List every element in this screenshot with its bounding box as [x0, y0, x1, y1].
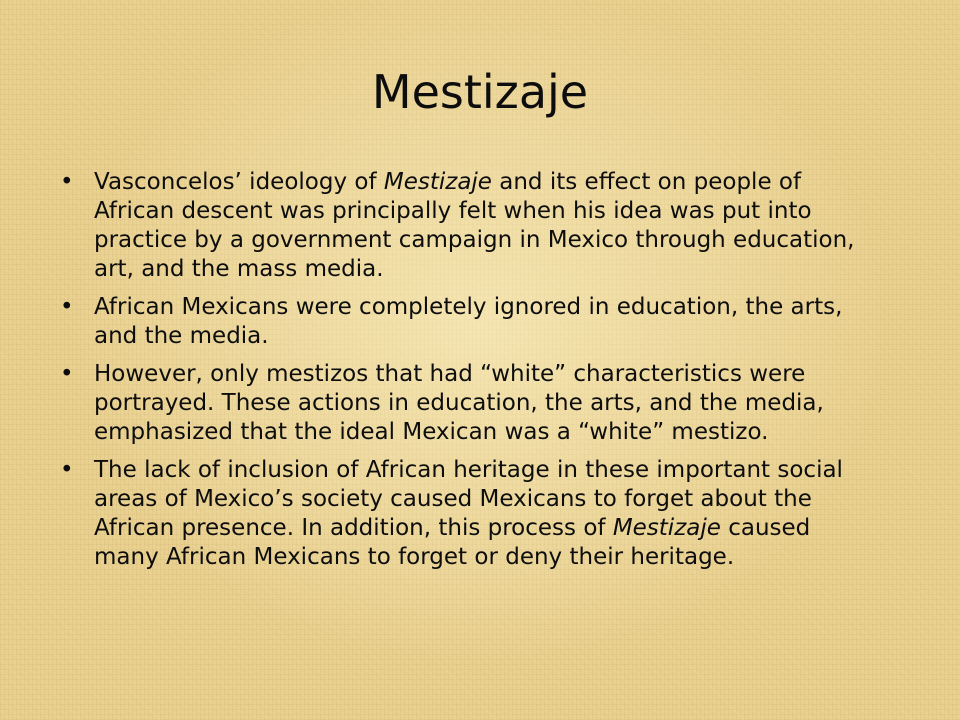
slide-title: Mestizaje — [371, 65, 589, 119]
bullet-text — [94, 169, 855, 282]
bullet-text — [94, 294, 842, 349]
bullet-text-segment: caused many African Mexicans to forget or deny their heritage. — [94, 515, 811, 570]
bullet-dot-icon: • — [60, 294, 74, 320]
bullet-item — [58, 456, 858, 572]
bullet-text — [94, 361, 824, 445]
bullet-text — [94, 457, 843, 570]
bullet-text-segment: However, only mestizos that had “white” characteristics were portrayed. These actions in education, the arts, and the media, emphasized that the ideal Mexican was a “white” mestizo. — [94, 361, 824, 445]
bullet-list — [58, 168, 858, 581]
bullet-text-segment: The lack of inclusion of African heritage in these important social areas of Mexico’s society caused Mexicans to forget about the African presence. In addition, this process of — [94, 457, 843, 541]
bullet-text-segment-italic: Mestizaje — [383, 169, 492, 195]
bullet-dot-icon: • — [60, 457, 74, 483]
bullet-text-segment: and its effect on people of African descent was principally felt when his idea was put into practice by a government campaign in Mexico through education, art, and the mass media. — [94, 169, 855, 282]
bullet-dot-icon: • — [60, 361, 74, 387]
bullet-text-segment-italic: Mestizaje — [612, 515, 721, 541]
bullet-dot-icon: • — [60, 169, 74, 195]
bullet-item — [58, 293, 858, 351]
bullet-item — [58, 168, 858, 284]
bullet-text-segment: Vasconcelos’ ideology of — [94, 169, 384, 195]
bullet-text-segment: African Mexicans were completely ignored in education, the arts, and the media. — [94, 294, 843, 349]
bullet-item — [58, 360, 858, 447]
